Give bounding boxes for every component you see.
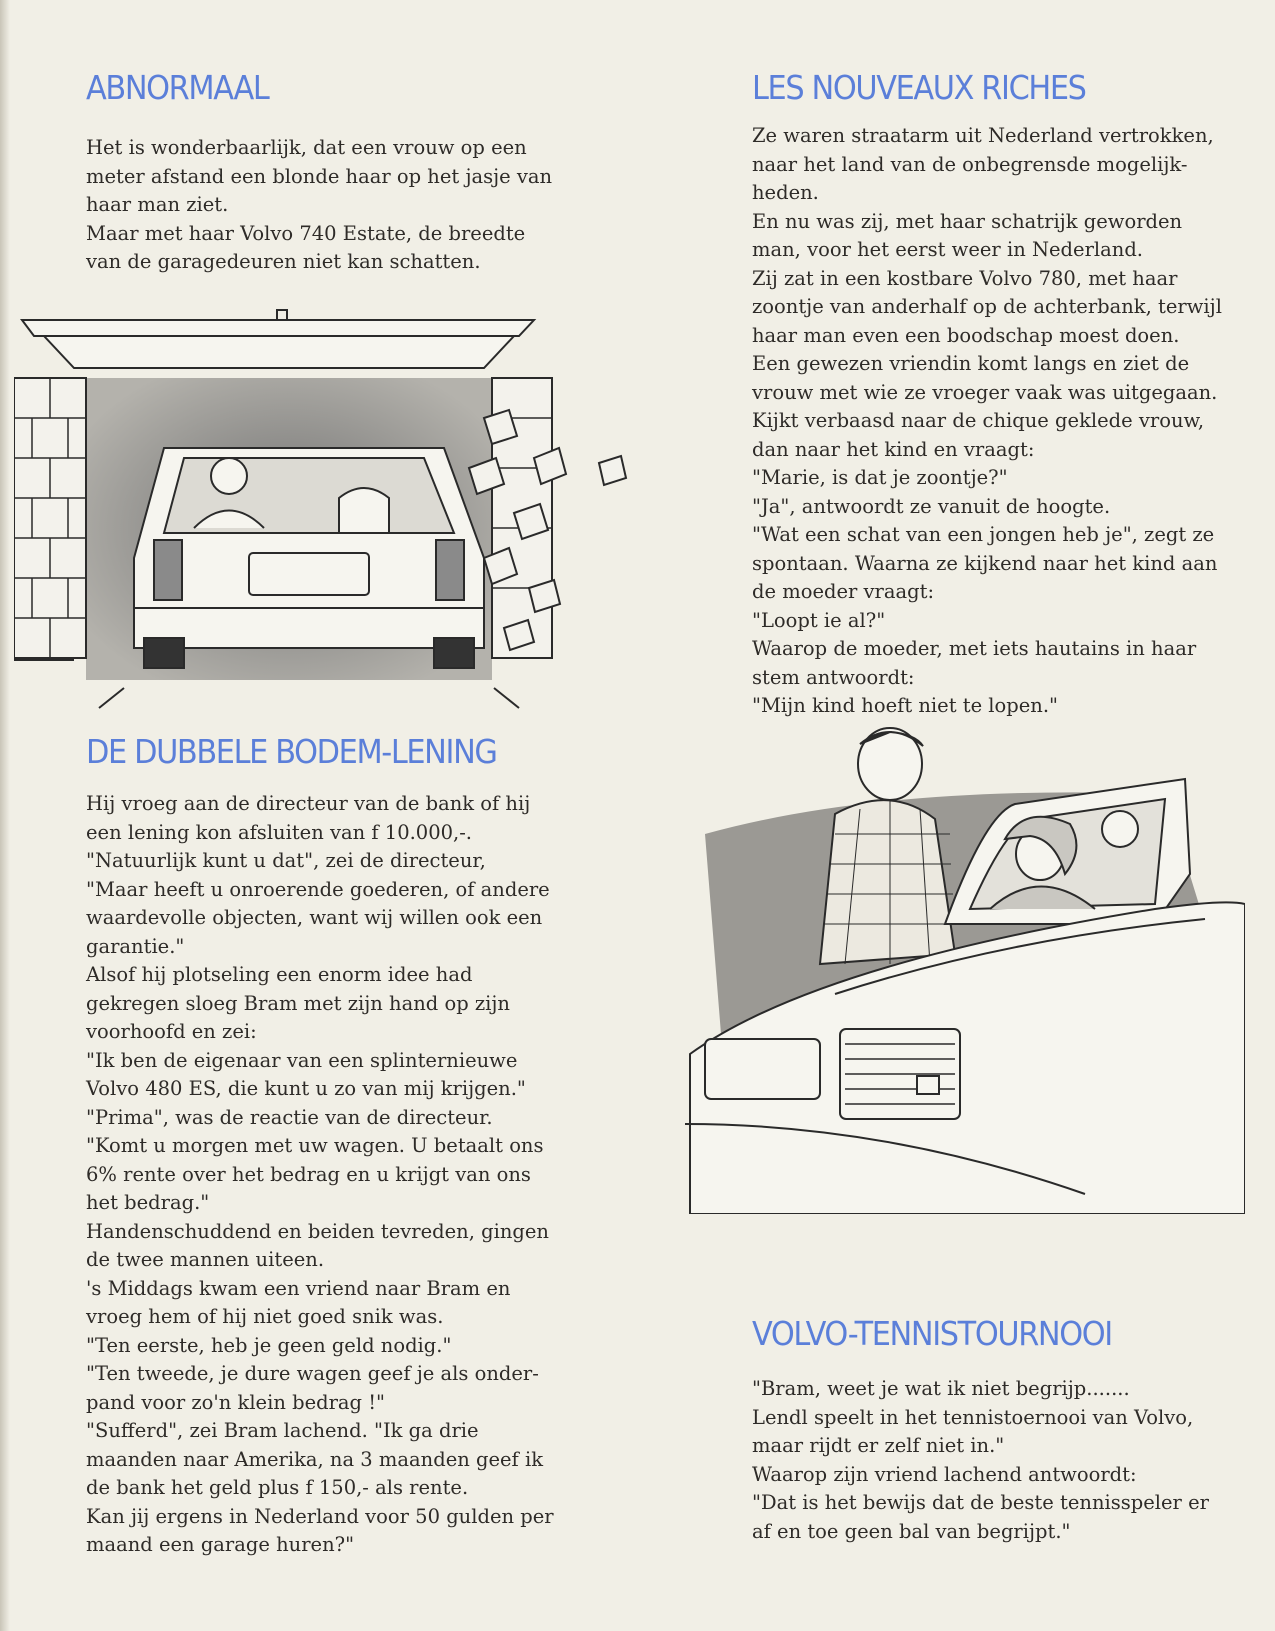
section-title: VOLVO-TENNISTOURNOOI: [752, 1314, 1112, 1353]
section-nouveaux-riches-body: [752, 122, 1232, 721]
section-body: "Bram, weet je wat ik niet begrijp....... Lendl speelt in het tennistoernooi van Volvo, maar rijdt er zelf niet in." Waarop zijn vriend lachend antwoordt: "Dat is het bewijs dat de beste tennisspeler er af en toe geen bal van begrijpt.": [752, 1377, 1209, 1543]
page-binding-shadow: [0, 0, 10, 1631]
section-body: Het is wonderbaarlijk, dat een vrouw op een meter afstand een blonde haar op het jasje van haar man ziet. Maar met haar Volvo 740 Estate, de breedte van de garagedeuren niet kan schatten.: [86, 136, 553, 273]
section-body: Hij vroeg aan de directeur van de bank of hij een lening kon afsluiten van f 10.000,-. "Natuurlijk kunt u dat", zei de directeur, "Maar heeft u onroerende goederen, of andere waardevolle objecten, want wij willen ook een garantie." Alsof hij plotseling een enorm idee had gekregen sloeg Bram met zijn hand op zijn voorhoofd en zei: "Ik ben de eigenaar van een splinternieuwe Volvo 480 ES, die kunt u zo van mij krijgen." "Prima", was de reactie van de directeur. "Komt u morgen met uw wagen. U betaalt ons 6% rente over het bedrag en u krijgt van ons het bedrag." Handenschuddend en beiden tevreden, gingen de twee mannen uiteen. 's Middags kwam een vriend naar Bram en vroeg hem of hij niet goed snik was. "Ten eerste, heb je geen geld nodig." "Ten tweede, je dure wagen geef je als onder- pand voor zo'n klein bedrag !" "Sufferd", zei Bram lachend. "Ik ga drie maanden naar Amerika, na 3 maanden geef ik de bank het geld plus f 150,- als rente. Kan jij ergens in Nederland voor 50 gulden per maand een garage huren?": [86, 792, 554, 1556]
garage-car-drawing: [14, 308, 629, 713]
section-title: LES NOUVEAUX RICHES: [752, 68, 1086, 107]
car-women-drawing: [685, 724, 1245, 1214]
section-abnormaal-body: [86, 134, 586, 277]
section-tennistournooi-body: [752, 1375, 1232, 1546]
section-tennistournooi: [752, 1314, 1232, 1353]
section-dubbele-bodem-body: [86, 790, 586, 1560]
section-abnormaal: [86, 68, 586, 107]
section-title: DE DUBBELE BODEM-LENING: [86, 732, 497, 771]
garage-car-illustration: [14, 308, 629, 713]
section-nouveaux-riches: [752, 68, 1232, 107]
section-title: ABNORMAAL: [86, 68, 269, 107]
car-women-illustration: [685, 724, 1245, 1214]
section-dubbele-bodem: [86, 732, 586, 771]
section-body: Ze waren straatarm uit Nederland vertrokken, naar het land van de onbegrensde mogelijk- heden. En nu was zij, met haar schatrijk geworden man, voor het eerst weer in Nederland. Zij zat in een kostbare Volvo 780, met haar zoontje van anderhalf op de achterbank, terwijl haar man even een boodschap moest doen. Een gewezen vriendin komt langs en ziet de vrouw met wie ze vroeger vaak was uitgegaan. Kijkt verbaasd naar de chique geklede vrouw, dan naar het kind en vraagt: "Marie, is dat je zoontje?" "Ja", antwoordt ze vanuit de hoogte. "Wat een schat van een jongen heb je", zegt ze spontaan. Waarna ze kijkend naar het kind aan de moeder vraagt: "Loopt ie al?" Waarop de moeder, met iets hautains in haar stem antwoordt: "Mijn kind hoeft niet te lopen.": [752, 124, 1222, 717]
